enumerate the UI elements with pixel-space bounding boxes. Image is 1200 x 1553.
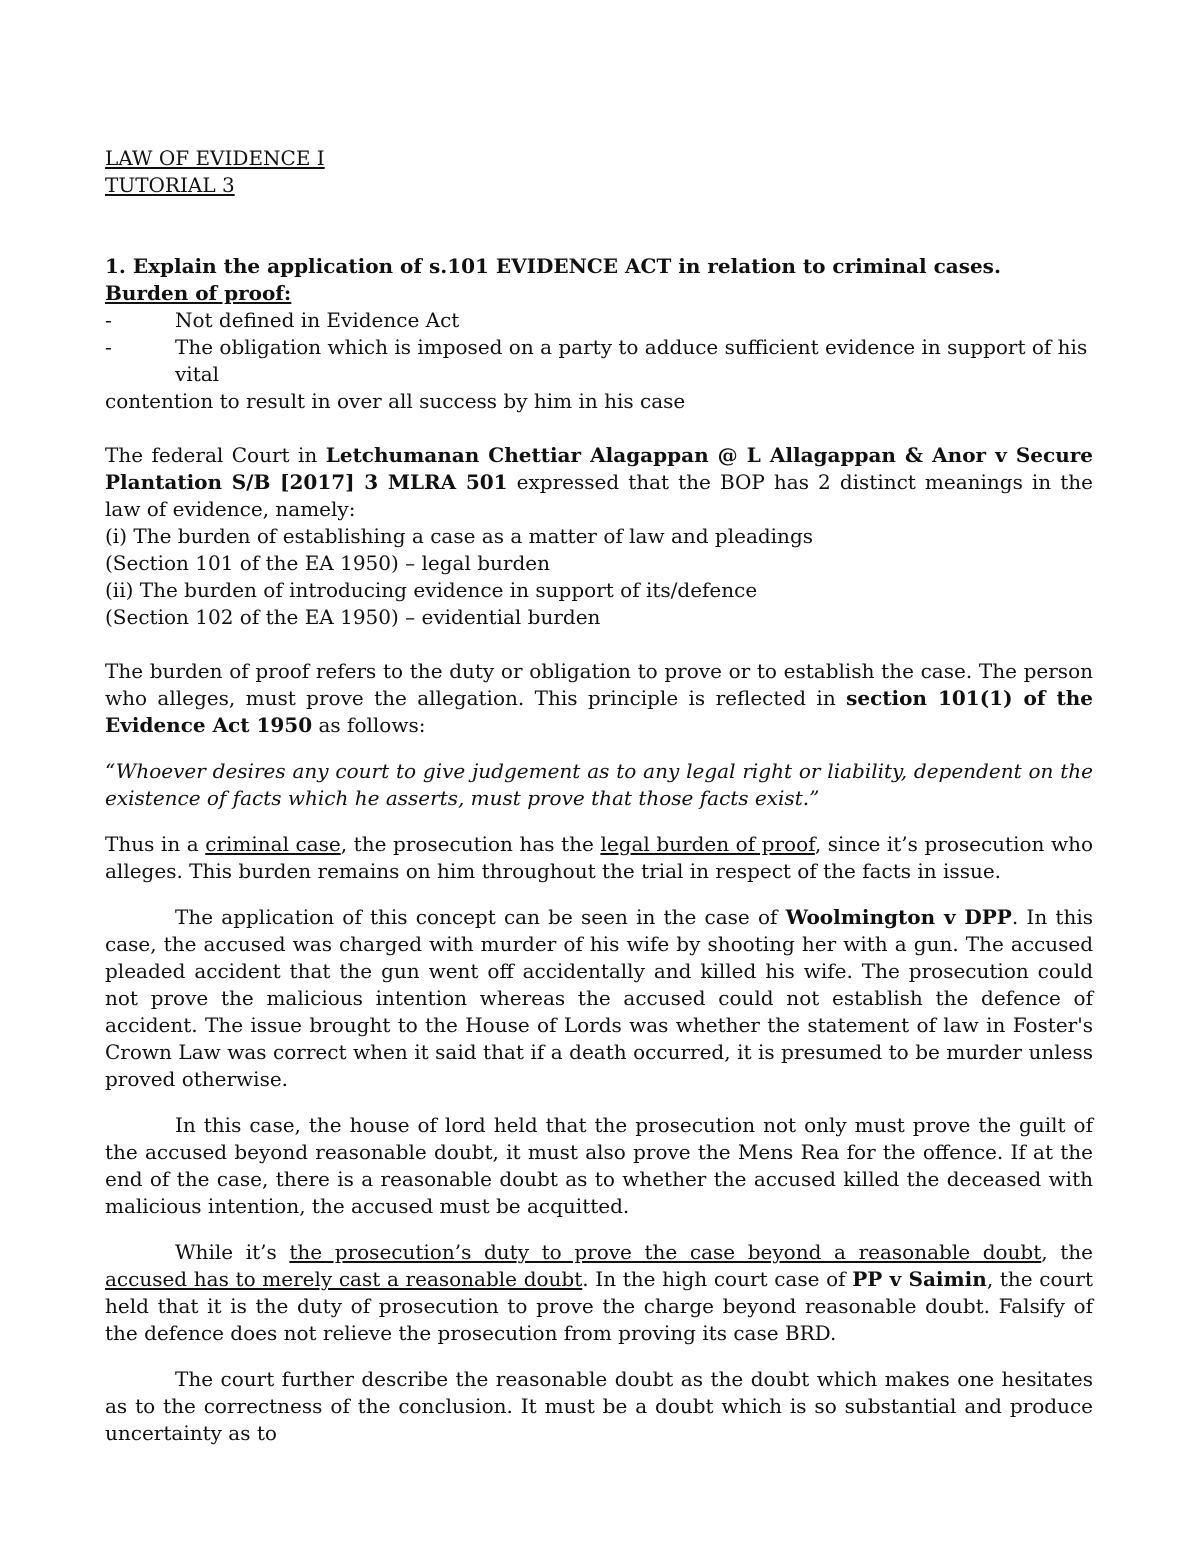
underlined-phrase: legal burden of proof — [600, 832, 815, 856]
meaning-section: (Section 101 of the EA 1950) – legal burden — [105, 551, 550, 575]
bullet-dash: - — [105, 308, 112, 332]
bullet-text: Not defined in Evidence Act — [175, 308, 460, 332]
woolmington-paragraph — [105, 904, 1093, 1093]
statute-quote: “Whoever desires any court to give judgement as to any legal right or liability, dependent on the existence of facts which he asserts, must prove that those facts exist.” — [105, 759, 1093, 810]
underlined-phrase: accused has to merely cast a reasonable doubt — [105, 1267, 583, 1291]
bullet-item — [105, 307, 1093, 334]
text-span: The application of this concept can be seen in the case of — [175, 905, 786, 929]
document-body — [105, 145, 1093, 1447]
underlined-phrase: criminal case — [205, 832, 341, 856]
bullet-item — [105, 334, 1093, 388]
document-subtitle: TUTORIAL 3 — [105, 173, 235, 197]
case-citation: Letchumanan Chettiar Alagappan @ L Allagappan & Anor v Secure Plantation S/B [2017] 3 MLRA 501 — [105, 443, 1094, 494]
text-span: , the prosecution has the — [340, 832, 601, 856]
meaning-section: (Section 102 of the EA 1950) – evidential burden — [105, 605, 601, 629]
bullet-dash: - — [105, 335, 112, 359]
document-title: LAW OF EVIDENCE I — [105, 146, 325, 170]
saimin-paragraph — [105, 1239, 1093, 1347]
text-span: Thus in a — [105, 832, 206, 856]
text-span: While it’s — [175, 1240, 290, 1264]
held-paragraph: In this case, the house of lord held that the prosecution not only must prove the guilt of the accused beyond reasonable doubt, it must also prove the Mens Rea for the offence. If at the end of the case, there is a reasonable doubt as to whether the accused killed the deceased with malicious intention, the accused must be acquitted. — [105, 1113, 1093, 1218]
case-name: PP v Saimin — [852, 1267, 987, 1291]
question-heading: 1. Explain the application of s.101 EVIDENCE ACT in relation to criminal cases. — [105, 254, 1001, 278]
federal-rest: expressed that the BOP has 2 distinct meanings in the law of evidence, namely: — [105, 470, 1093, 521]
text-span: , the court held that it is the duty of prosecution to prove the charge beyond reasonable doubt. Falsify of the defence does not relieve the prosecution from proving its case BRD. — [105, 1267, 1094, 1345]
federal-court-paragraph — [105, 442, 1093, 523]
burden-paragraph — [105, 658, 1093, 739]
bullet-continuation: contention to result in over all success by him in his case — [105, 389, 686, 413]
meaning-item: (ii) The burden of introducing evidence in support of its/defence — [105, 578, 758, 602]
case-name: Woolmington v DPP — [785, 905, 1012, 929]
text-span: . In the high court case of — [582, 1267, 853, 1291]
burden-text: The burden of proof refers to the duty or obligation to prove or to establish the case. The person who alleges, must prove the allegation. This principle is reflected in — [105, 659, 1093, 710]
meaning-item: (i) The burden of establishing a case as a matter of law and pleadings — [105, 524, 814, 548]
text-span: , the — [1041, 1240, 1094, 1264]
burden-text-end: as follows: — [312, 713, 426, 737]
text-span: , since it’s prosecution who alleges. This burden remains on him throughout the trial in respect of the facts in issue. — [105, 832, 1094, 883]
text-span: . In this case, the accused was charged with murder of his wife by shooting her with a gun. The accused pleaded accident that the gun went off accidentally and killed his wife. The prosecution could not prove the malicious intention whereas the accused could not establish the defence of accident. The issue brought to the House of Lords was whether the statement of law in Foster's Crown Law was correct when it said that if a death occurred, it is presumed to be murder unless proved otherwise. — [105, 905, 1093, 1091]
underlined-phrase: the prosecution’s duty to prove the case beyond a reasonable doubt — [289, 1240, 1042, 1264]
criminal-case-paragraph — [105, 831, 1093, 885]
section-reference: section 101(1) of the Evidence Act 1950 — [105, 686, 1093, 737]
reasonable-doubt-paragraph: The court further describe the reasonable doubt as the doubt which makes one hesitates as to the correctness of the conclusion. It must be a doubt which is so substantial and produce uncertainty as to — [105, 1367, 1093, 1445]
burden-heading: Burden of proof: — [105, 281, 292, 305]
federal-intro: The federal Court in — [105, 443, 326, 467]
bullet-text: The obligation which is imposed on a party to adduce sufficient evidence in support of his vital — [175, 335, 1088, 386]
